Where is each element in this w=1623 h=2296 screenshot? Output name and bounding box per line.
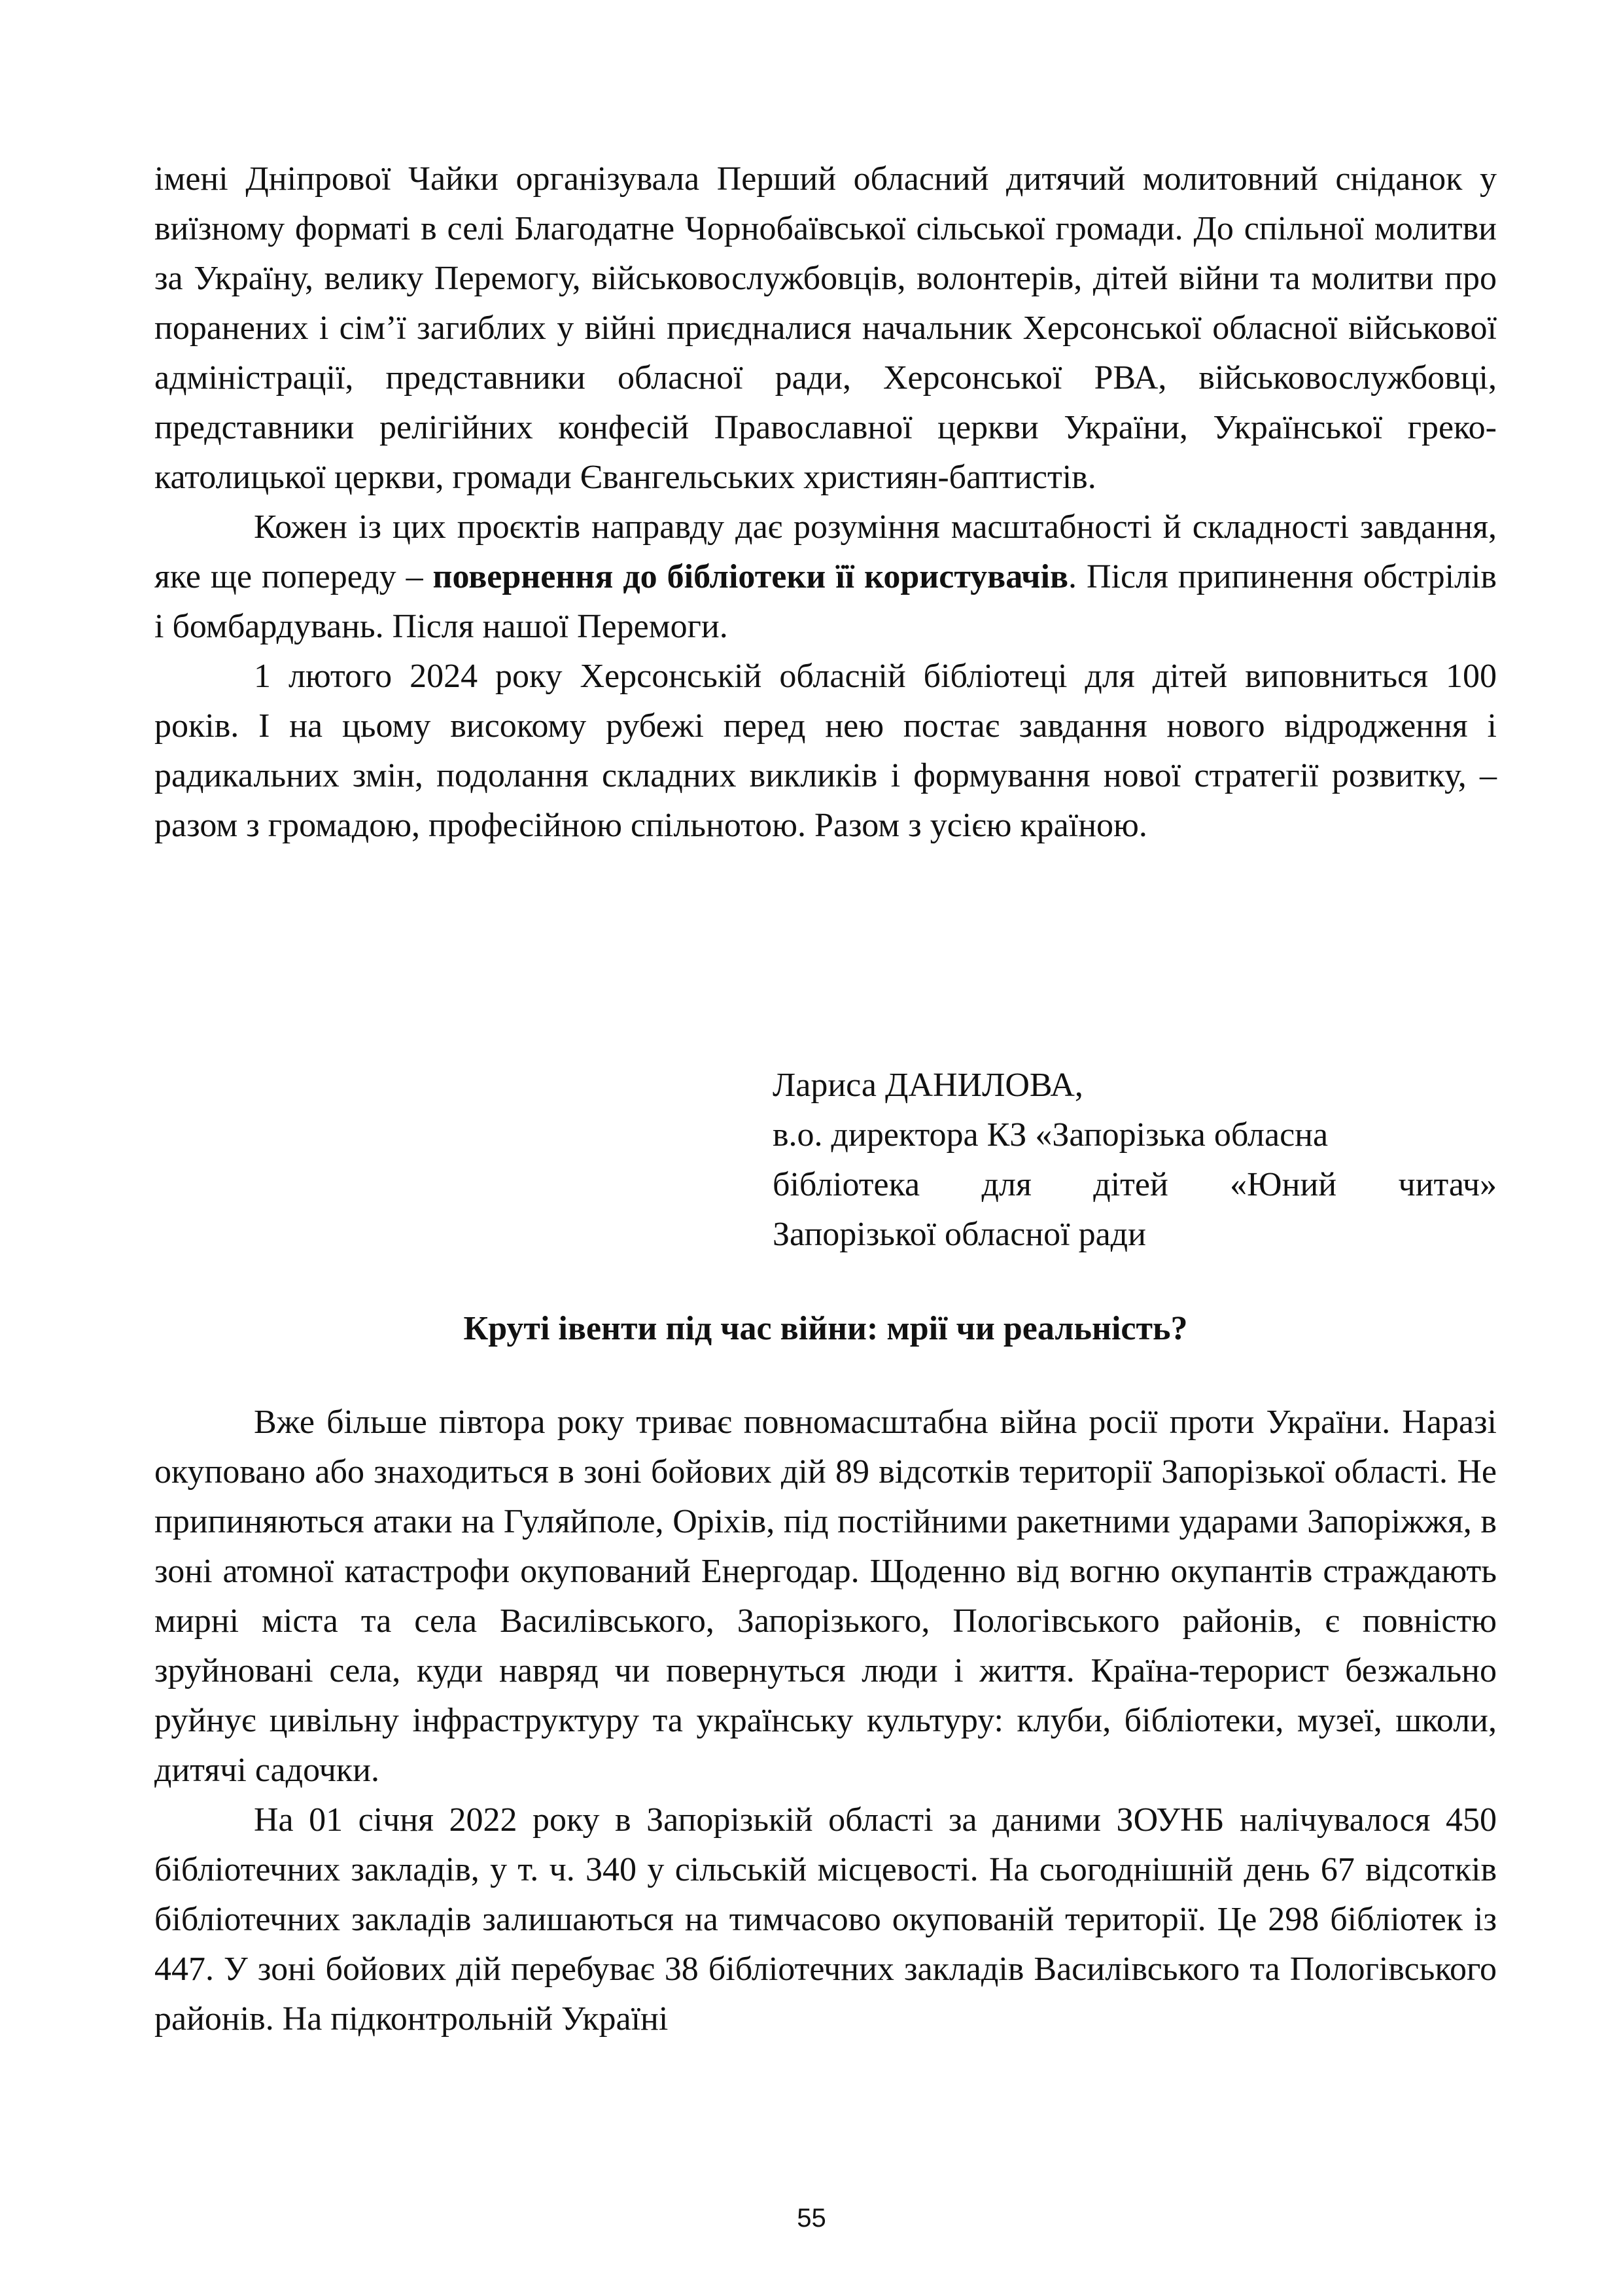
paragraph-library-statistics: На 01 січня 2022 року в Запорізькій області за даними ЗОУНБ налічувалося 450 бібліотечних закладів, у т. ч. 340 у сільській місцевості. На сьогоднішній день 67 відсотків бібліотечних закладів залишаються на тимчасово окупованій території. Це 298 бібліотек із 447. У зоні бойових дій перебуває 38 бібліотечних закладів Василівського та Пологівського районів. На підконтрольній Україні (154, 1801, 1497, 2038)
author-signature (773, 1061, 1497, 1260)
paragraph-war-situation: Вже більше півтора року триває повномасштабна війна росії проти України. Наразі окуповано або знаходиться в зоні бойових дій 89 відсотків території Запорізької області. Не припиняються атаки на Гуляйполе, Оріхів, під постійними ракетними ударами Запоріжжя, в зоні атомної катастрофи окупований Енергодар. Щоденно від вогню окупантів страждають мирні міста та села Василівського, Запорізького, Пологівського районів, є повністю зруйновані села, куди навряд чи повернуться люди і життя. Країна-терорист безжально руйнує цивільну інфраструктуру та українську культуру: клуби, бібліотеки, музеї, школи, дитячі садочки. (154, 1404, 1497, 1789)
author-position-line-1: в.о. директора КЗ «Запорізька обласна (773, 1116, 1329, 1154)
paragraph-projects (154, 503, 1497, 652)
article-title: Круті івенти під час війни: мрії чи реальність? (463, 1310, 1188, 1347)
author-position-line-2: бібліотека для дітей «Юний читач» (773, 1166, 1497, 1203)
paragraph-projects-start: Кожен із цих проєктів направду дає розуміння масштабності й складності завдання, яке ще попереду – (154, 508, 1497, 595)
page-number: 55 (797, 2204, 826, 2233)
paragraph-continuation: імені Дніпрової Чайки організувала Перший обласний дитячий молитовний сніданок у виїзному форматі в селі Благодатне Чорнобаївської сільської громади. До спільної молитви за Україну, велику Перемогу, військовослужбовців, волонтерів, дітей війни та молитви про поранених і сім’ї загиблих у війні приєдналися начальник Херсонської обласної військової адміністрації, представники обласної ради, Херсонської РВА, військовослужбовці, представники релігійних конфесій Православної церкви України, Української греко-католицької церкви, громади Євангельських християн-баптистів. (154, 160, 1497, 496)
author-position-line-3: Запорізької обласної ради (773, 1216, 1146, 1253)
article-text-block (154, 1398, 1497, 2044)
emphasis-return-to-library: повернення до бібліотеки її користувачів (432, 558, 1069, 595)
paragraph-anniversary: 1 лютого 2024 року Херсонській обласній бібліотеці для дітей виповниться 100 років. І на цьому високому рубежі перед нею постає завдання нового відродження і радикальних змін, подолання складних викликів і формування нової стратегії розвитку, – разом з громадою, професійною спільнотою. Разом з усією країною. (154, 658, 1497, 844)
section-text-block (154, 154, 1497, 851)
author-name: Лариса ДАНИЛОВА, (773, 1067, 1083, 1104)
paragraph-projects-end: . Після припинення обстрілів і бомбардувань. Після нашої Перемоги. (154, 558, 1497, 645)
